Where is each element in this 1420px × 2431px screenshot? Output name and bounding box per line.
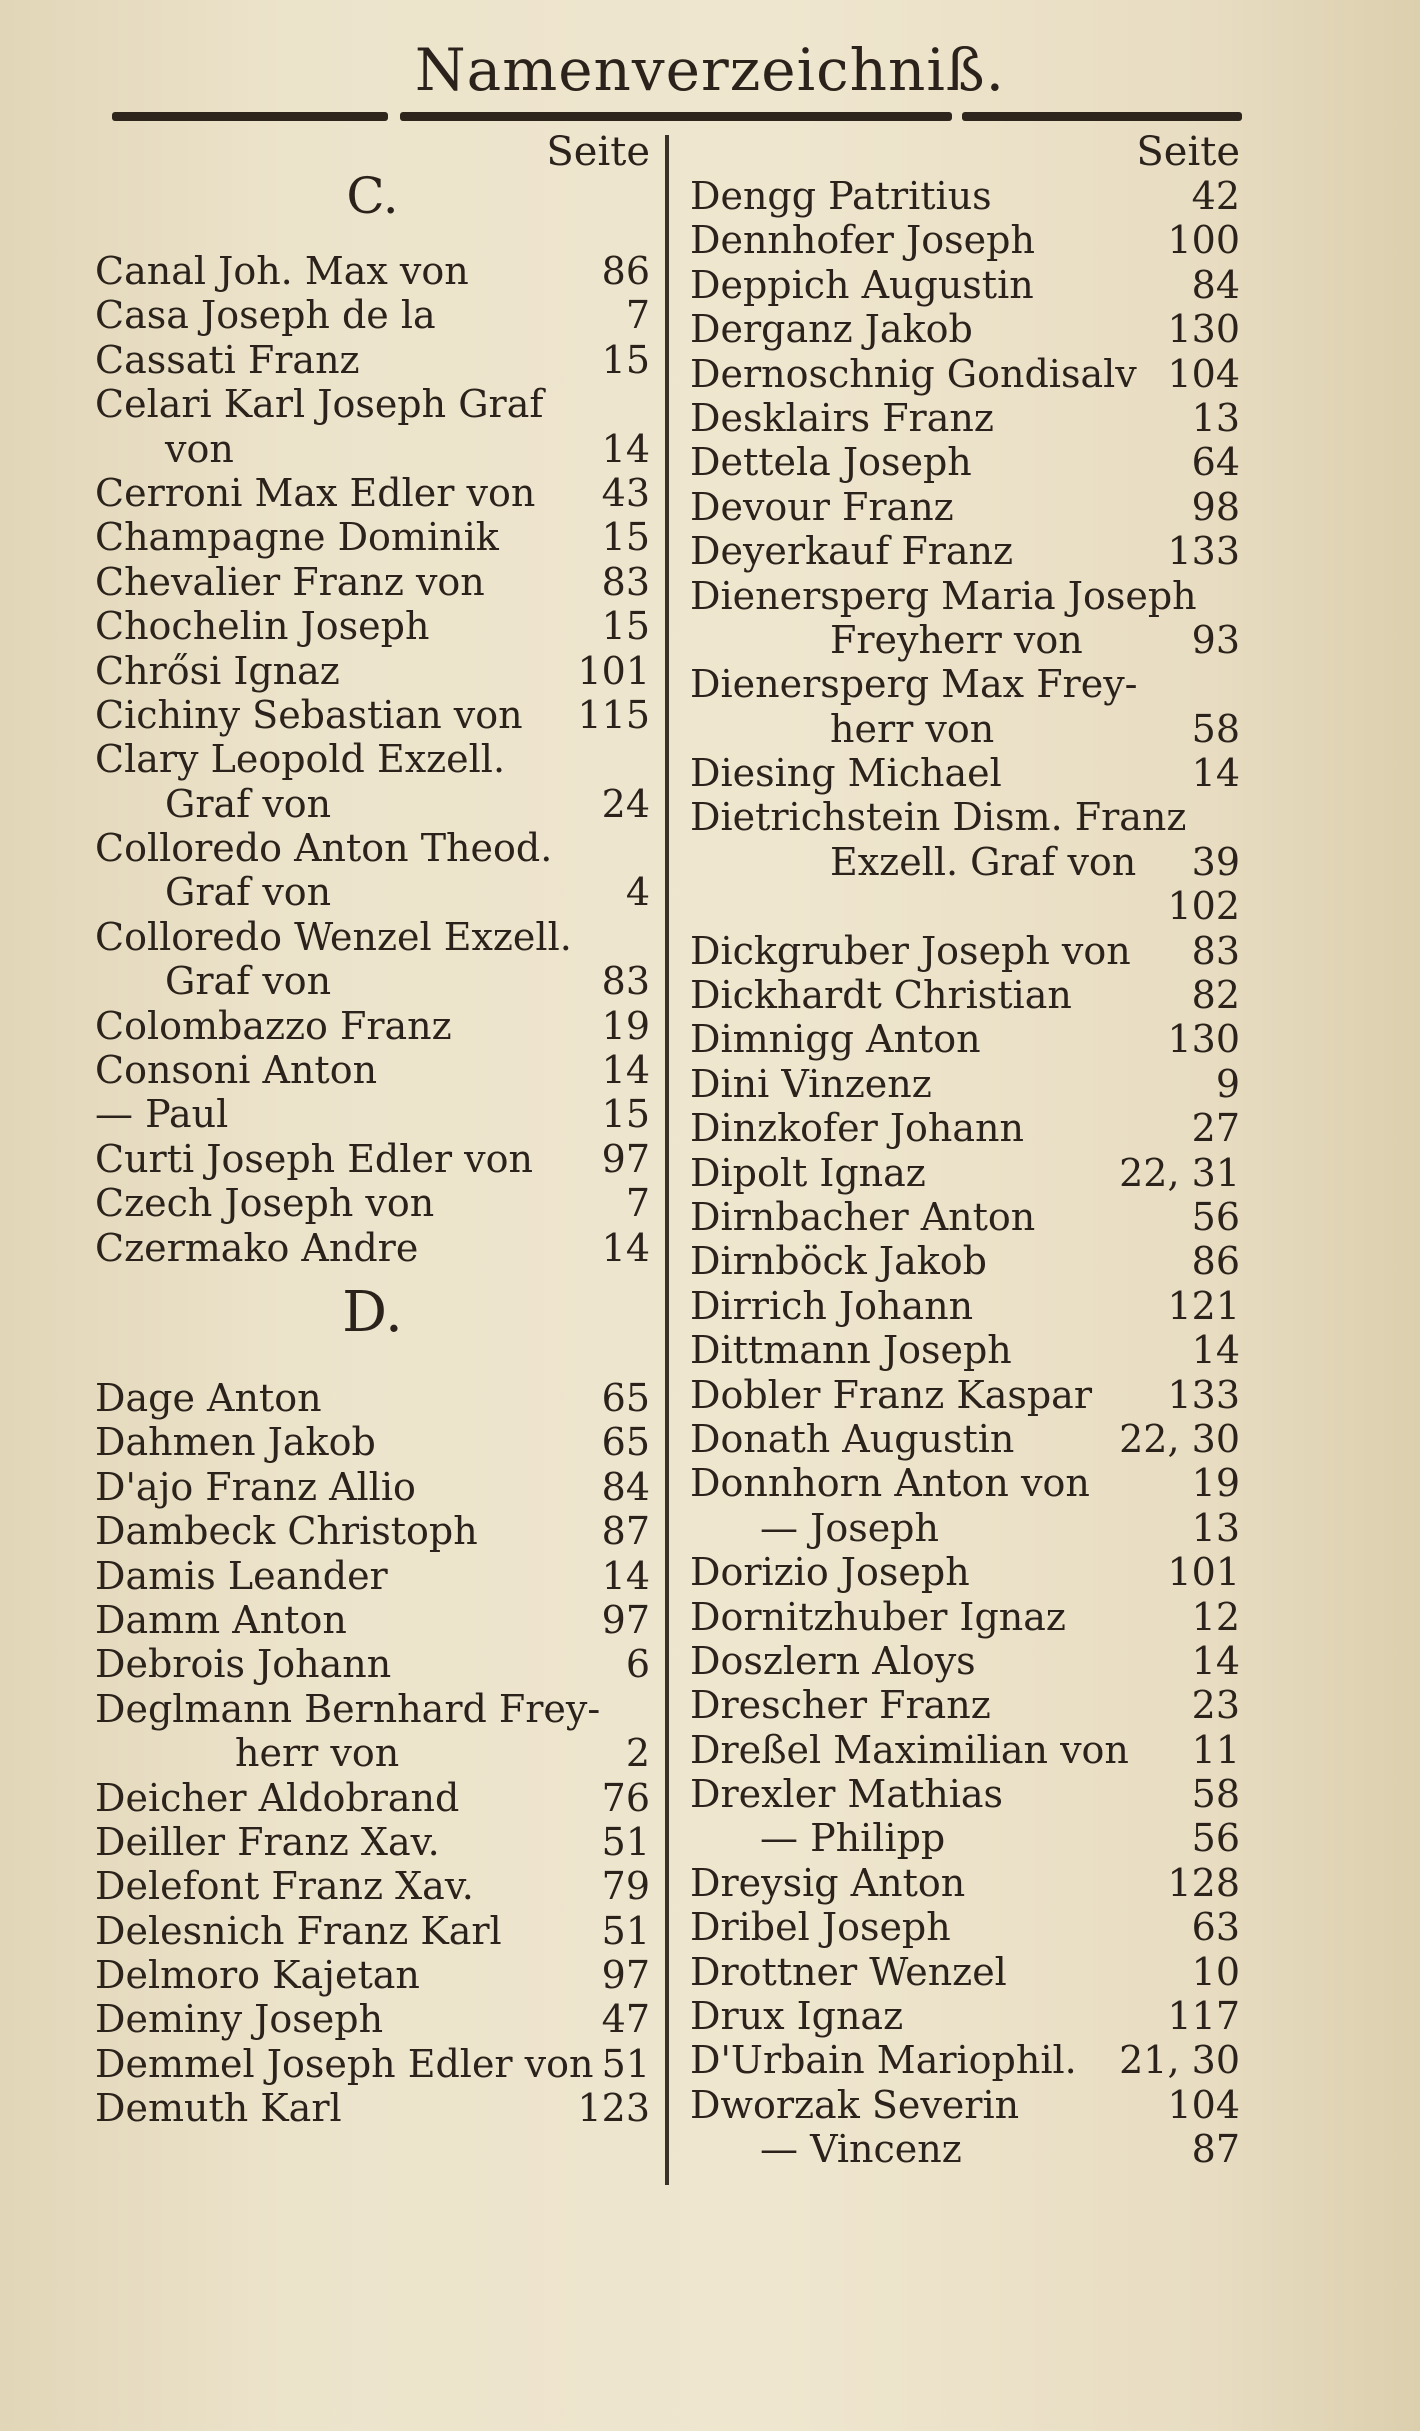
- index-entry: Dernoschnig Gondisalv 104: [690, 351, 1240, 396]
- index-entry: Dienersperg Max Frey-: [690, 662, 1138, 707]
- index-entry: Czech Joseph von 7: [95, 1181, 650, 1226]
- index-entry: Dambeck Christoph 87: [95, 1509, 650, 1554]
- index-entry: Debrois Johann 6: [95, 1642, 650, 1687]
- index-entry: Dornitzhuber Ignaz 12: [690, 1594, 1240, 1639]
- entries-right: [690, 174, 1240, 2172]
- header-rule-left: [112, 112, 388, 121]
- index-entry: Dreßel Maximilian von 11: [690, 1727, 1240, 1772]
- index-entry: Dini Vinzenz 9: [690, 1061, 1240, 1106]
- index-entry: Dimnigg Anton 130: [690, 1017, 1240, 1062]
- index-entry: 102: [1167, 884, 1240, 929]
- index-entry: Cassati Franz 15: [95, 337, 650, 382]
- index-entry: Dinzkofer Johann 27: [690, 1106, 1240, 1151]
- index-entry: Casa Joseph de la 7: [95, 293, 650, 338]
- entries-c: [95, 249, 650, 1270]
- index-entry: Deicher Aldobrand 76: [95, 1775, 650, 1820]
- index-entry: Dienersperg Maria Joseph: [690, 573, 1197, 618]
- index-entry: Desklairs Franz 13: [690, 395, 1240, 440]
- index-entry: — Philipp 56: [760, 1816, 1240, 1861]
- index-entry: Dage Anton 65: [95, 1375, 650, 1420]
- index-entry: Devour Franz 98: [690, 484, 1240, 529]
- index-entry: Diesing Michael 14: [690, 751, 1240, 796]
- page-title: Namenverzeichniß.: [414, 36, 1006, 104]
- index-entry: Drottner Wenzel 10: [690, 1949, 1240, 1994]
- index-entry: Deminy Joseph 47: [95, 1997, 650, 2042]
- index-entry: Dittmann Joseph 14: [690, 1328, 1240, 1373]
- index-entry: herr von 2: [235, 1731, 650, 1776]
- seite-label-right: Seite: [1136, 129, 1240, 175]
- index-entry: Dickhardt Christian 82: [690, 973, 1240, 1018]
- index-entry: Delmoro Kajetan 97: [95, 1953, 650, 1998]
- index-entry: Dirnböck Jakob 86: [690, 1239, 1240, 1284]
- entries-d: [95, 1376, 650, 2131]
- index-entry: Dorizio Joseph 101: [690, 1550, 1240, 1595]
- index-entry: herr von 58: [830, 706, 1240, 751]
- index-entry: Freyherr von 93: [830, 617, 1240, 662]
- index-entry: Dreysig Anton 128: [690, 1860, 1240, 1905]
- index-entry: — Joseph 13: [760, 1505, 1240, 1550]
- index-entry: Dirnbacher Anton 56: [690, 1194, 1240, 1239]
- index-entry: Chrősi Ignaz 101: [95, 648, 650, 693]
- index-entry: Cerroni Max Edler von 43: [95, 470, 650, 515]
- index-entry: Graf von 24: [165, 781, 650, 826]
- index-entry: Dahmen Jakob 65: [95, 1420, 650, 1465]
- index-entry: Colloredo Wenzel Exzell.: [95, 914, 572, 959]
- index-entry: Deglmann Bernhard Frey-: [95, 1686, 601, 1731]
- index-entry: Donnhorn Anton von 19: [690, 1461, 1240, 1506]
- index-entry: Doszlern Aloys 14: [690, 1638, 1240, 1683]
- index-entry: Dobler Franz Kaspar 133: [690, 1372, 1240, 1417]
- index-entry: Derganz Jakob 130: [690, 307, 1240, 352]
- left-column: [95, 130, 650, 2131]
- index-entry: — Vincenz 87: [760, 2127, 1240, 2172]
- index-entry: Dirrich Johann 121: [690, 1283, 1240, 1328]
- index-entry: Dipolt Ignaz 22, 31: [690, 1150, 1240, 1195]
- index-entry: von 14: [165, 426, 650, 471]
- index-entry: Dribel Joseph 63: [690, 1905, 1240, 1950]
- index-entry: Canal Joh. Max von 86: [95, 249, 650, 293]
- index-entry: Dengg Patritius 42: [690, 174, 1240, 218]
- index-entry: Dettela Joseph 64: [690, 440, 1240, 485]
- index-entry: Colloredo Anton Theod.: [95, 826, 553, 871]
- index-entry: Czermako Andre 14: [95, 1225, 650, 1270]
- index-entry: Clary Leopold Exzell.: [95, 737, 506, 782]
- index-entry: Delesnich Franz Karl 51: [95, 1908, 650, 1953]
- index-entry: D'ajo Franz Allio 84: [95, 1464, 650, 1509]
- index-entry: Exzell. Graf von 39: [830, 839, 1240, 884]
- index-entry: Deppich Augustin 84: [690, 262, 1240, 307]
- index-entry: — Paul 15: [95, 1092, 650, 1137]
- index-entry: Demuth Karl 123: [95, 2086, 650, 2131]
- index-entry: Damis Leander 14: [95, 1553, 650, 1598]
- index-entry: Chochelin Joseph 15: [95, 604, 650, 649]
- index-entry: Damm Anton 97: [95, 1597, 650, 1642]
- index-entry: Curti Joseph Edler von 97: [95, 1136, 650, 1181]
- index-entry: Graf von 4: [165, 870, 650, 915]
- seite-label-left: Seite: [546, 129, 650, 175]
- section-letter-d: D.: [342, 1279, 403, 1345]
- section-letter-c: C.: [346, 167, 399, 225]
- index-entry: Chevalier Franz von 83: [95, 559, 650, 604]
- header-rule-right: [962, 112, 1242, 121]
- index-entry: Deyerkauf Franz 133: [690, 529, 1240, 574]
- right-column: [690, 130, 1240, 2172]
- column-divider: [665, 135, 669, 2185]
- index-entry: Champagne Dominik 15: [95, 515, 650, 560]
- index-entry: D'Urbain Mariophil. 21, 30: [690, 2038, 1240, 2083]
- index-entry: Cichiny Sebastian von 115: [95, 692, 650, 737]
- index-entry: Demmel Joseph Edler von 51: [95, 2041, 650, 2086]
- index-entry: Graf von 83: [165, 959, 650, 1004]
- index-entry: Colombazzo Franz 19: [95, 1003, 650, 1048]
- index-entry: Dworzak Severin 104: [690, 2082, 1240, 2127]
- index-entry: Drexler Mathias 58: [690, 1772, 1240, 1817]
- index-entry: Drescher Franz 23: [690, 1683, 1240, 1728]
- index-entry: Donath Augustin 22, 30: [690, 1416, 1240, 1461]
- index-entry: Dickgruber Joseph von 83: [690, 928, 1240, 973]
- index-entry: Drux Ignaz 117: [690, 1994, 1240, 2039]
- index-entry: Dietrichstein Dism. Franz: [690, 795, 1187, 840]
- index-entry: Consoni Anton 14: [95, 1048, 650, 1093]
- header-rule-middle: [400, 112, 952, 121]
- index-entry: Dennhofer Joseph 100: [690, 218, 1240, 263]
- index-entry: Deiller Franz Xav. 51: [95, 1819, 650, 1864]
- index-entry: Celari Karl Joseph Graf: [95, 382, 544, 427]
- index-entry: Delefont Franz Xav. 79: [95, 1864, 650, 1909]
